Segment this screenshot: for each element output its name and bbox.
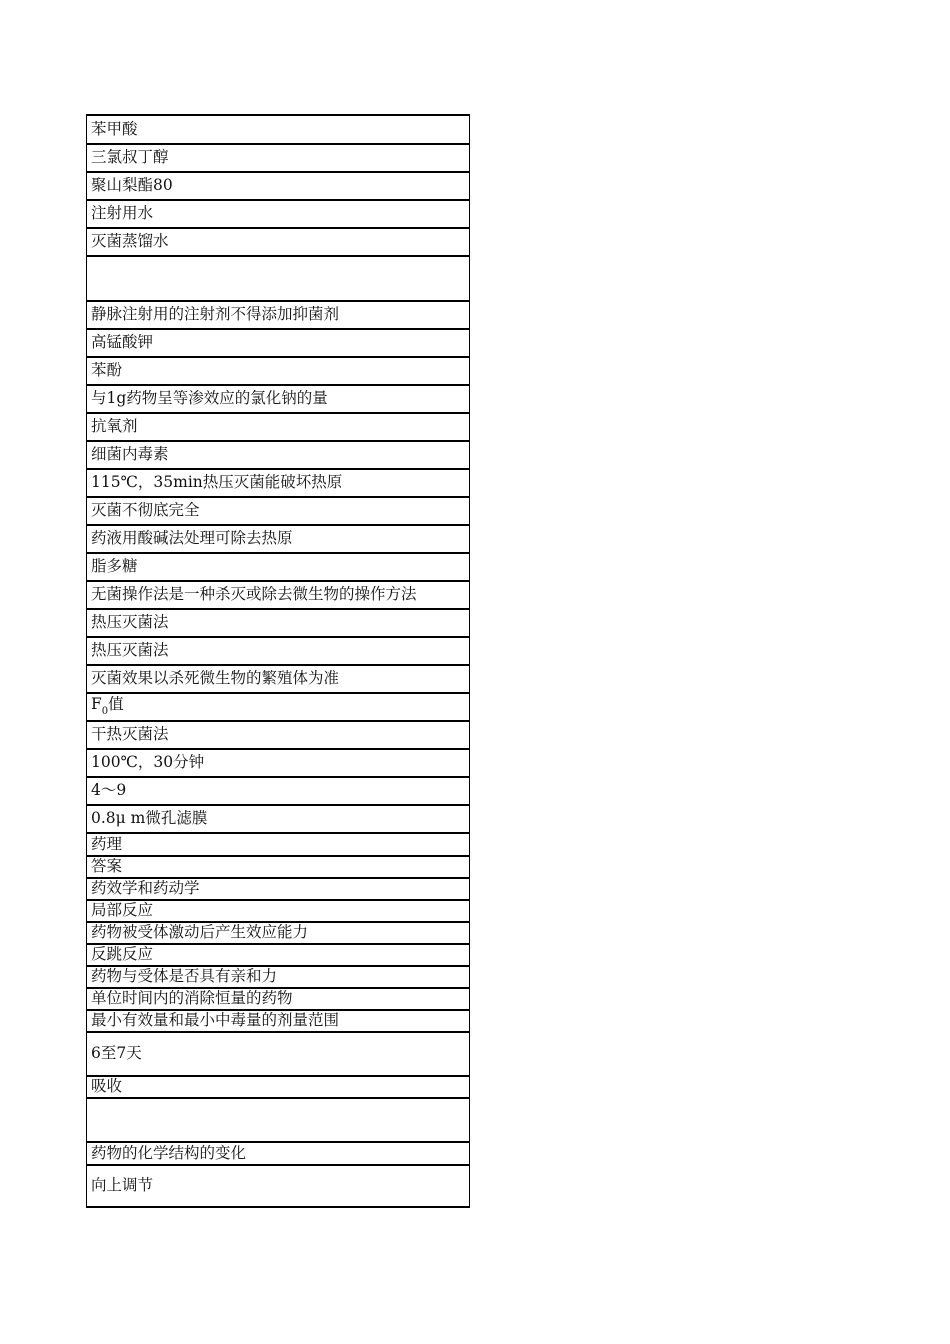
subscript-zero: 0 bbox=[101, 706, 109, 717]
cell-row-28[interactable] bbox=[86, 877, 470, 899]
cell-text: 与1g药物呈等渗效应的氯化钠的量 bbox=[91, 389, 328, 408]
cell-row-21[interactable] bbox=[86, 692, 470, 720]
cell-text: 无菌操作法是一种杀灭或除去微生物的操作方法 bbox=[91, 585, 417, 604]
cell-row-10[interactable] bbox=[86, 384, 470, 412]
cell-text: 苯酚 bbox=[91, 361, 123, 380]
cell-row-4[interactable] bbox=[86, 199, 470, 227]
cell-text: 答案 bbox=[91, 857, 123, 876]
cell-row-26[interactable] bbox=[86, 832, 470, 855]
cell-text: 4～9 bbox=[91, 781, 127, 800]
cell-text: 静脉注射用的注射剂不得添加抑菌剂 bbox=[91, 305, 340, 324]
cell-row-18[interactable] bbox=[86, 608, 470, 636]
cell-row-25[interactable] bbox=[86, 804, 470, 832]
f-letter: F bbox=[91, 695, 102, 713]
cell-text: 吸收 bbox=[91, 1077, 123, 1096]
cell-text: 6至7天 bbox=[91, 1044, 142, 1063]
cell-row-31[interactable] bbox=[86, 943, 470, 965]
cell-row-22[interactable] bbox=[86, 720, 470, 748]
cell-row-33[interactable] bbox=[86, 987, 470, 1009]
cell-text-f0 bbox=[91, 697, 124, 717]
spreadsheet-column bbox=[86, 114, 470, 1208]
cell-row-15[interactable] bbox=[86, 524, 470, 552]
cell-row-1[interactable] bbox=[86, 114, 470, 143]
cell-text: 药物被受体激动后产生效应能力 bbox=[91, 923, 309, 942]
cell-text: 干热灭菌法 bbox=[91, 725, 169, 744]
cell-text: 三氯叔丁醇 bbox=[91, 148, 169, 167]
cell-row-14[interactable] bbox=[86, 496, 470, 524]
cell-row-36[interactable] bbox=[86, 1075, 470, 1097]
cell-row-2[interactable] bbox=[86, 143, 470, 171]
cell-text: 抗氧剂 bbox=[91, 417, 138, 436]
cell-text: 聚山梨酯80 bbox=[91, 176, 173, 195]
cell-text: 药物的化学结构的变化 bbox=[91, 1143, 247, 1162]
cell-text: 热压灭菌法 bbox=[91, 613, 169, 632]
cell-row-5[interactable] bbox=[86, 227, 470, 255]
cell-row-23[interactable] bbox=[86, 748, 470, 776]
cell-text: 灭菌效果以杀死微生物的繁殖体为准 bbox=[91, 669, 340, 688]
cell-row-19[interactable] bbox=[86, 636, 470, 664]
cell-row-32[interactable] bbox=[86, 965, 470, 987]
cell-text: 灭菌蒸馏水 bbox=[91, 232, 169, 251]
cell-row-7[interactable] bbox=[86, 300, 470, 328]
cell-text: 热压灭菌法 bbox=[91, 641, 169, 660]
cell-row-34[interactable] bbox=[86, 1009, 470, 1031]
cell-row-17[interactable] bbox=[86, 580, 470, 608]
cell-text: 100℃，30分钟 bbox=[91, 753, 205, 772]
cell-text: 向上调节 bbox=[91, 1176, 154, 1195]
cell-text: 反跳反应 bbox=[91, 945, 154, 964]
cell-row-24[interactable] bbox=[86, 776, 470, 804]
cell-text: 药液用酸碱法处理可除去热原 bbox=[91, 529, 293, 548]
cell-row-29[interactable] bbox=[86, 899, 470, 921]
cell-text: 115℃，35min热压灭菌能破坏热原 bbox=[91, 473, 343, 492]
cell-row-16[interactable] bbox=[86, 552, 470, 580]
cell-text: 局部反应 bbox=[91, 901, 154, 920]
cell-row-20[interactable] bbox=[86, 664, 470, 692]
cell-text: 0.8μ m微孔滤膜 bbox=[91, 809, 208, 828]
cell-text: 苯甲酸 bbox=[91, 119, 138, 138]
cell-text: 药理 bbox=[91, 834, 123, 853]
cell-text: 最小有效量和最小中毒量的剂量范围 bbox=[91, 1011, 340, 1030]
cell-row-13[interactable] bbox=[86, 468, 470, 496]
cell-row-30[interactable] bbox=[86, 921, 470, 943]
cell-text: 脂多糖 bbox=[91, 557, 138, 576]
cell-text: 高锰酸钾 bbox=[91, 333, 154, 352]
value-suffix: 值 bbox=[108, 695, 124, 713]
cell-row-38[interactable] bbox=[86, 1141, 470, 1164]
cell-row-3[interactable] bbox=[86, 171, 470, 199]
cell-text: 灭菌不彻底完全 bbox=[91, 501, 200, 520]
cell-row-27[interactable] bbox=[86, 855, 470, 877]
cell-text: 注射用水 bbox=[91, 204, 154, 223]
cell-row-12[interactable] bbox=[86, 440, 470, 468]
cell-row-37[interactable] bbox=[86, 1097, 470, 1141]
cell-row-11[interactable] bbox=[86, 412, 470, 440]
cell-row-9[interactable] bbox=[86, 356, 470, 384]
cell-row-8[interactable] bbox=[86, 328, 470, 356]
cell-text: 药物与受体是否具有亲和力 bbox=[91, 967, 278, 986]
cell-row-35[interactable] bbox=[86, 1031, 470, 1075]
cell-row-39[interactable] bbox=[86, 1164, 470, 1208]
cell-row-6[interactable] bbox=[86, 255, 470, 300]
cell-text: 单位时间内的消除恒量的药物 bbox=[91, 989, 293, 1008]
cell-text: 细菌内毒素 bbox=[91, 445, 169, 464]
cell-text: 药效学和药动学 bbox=[91, 879, 200, 898]
